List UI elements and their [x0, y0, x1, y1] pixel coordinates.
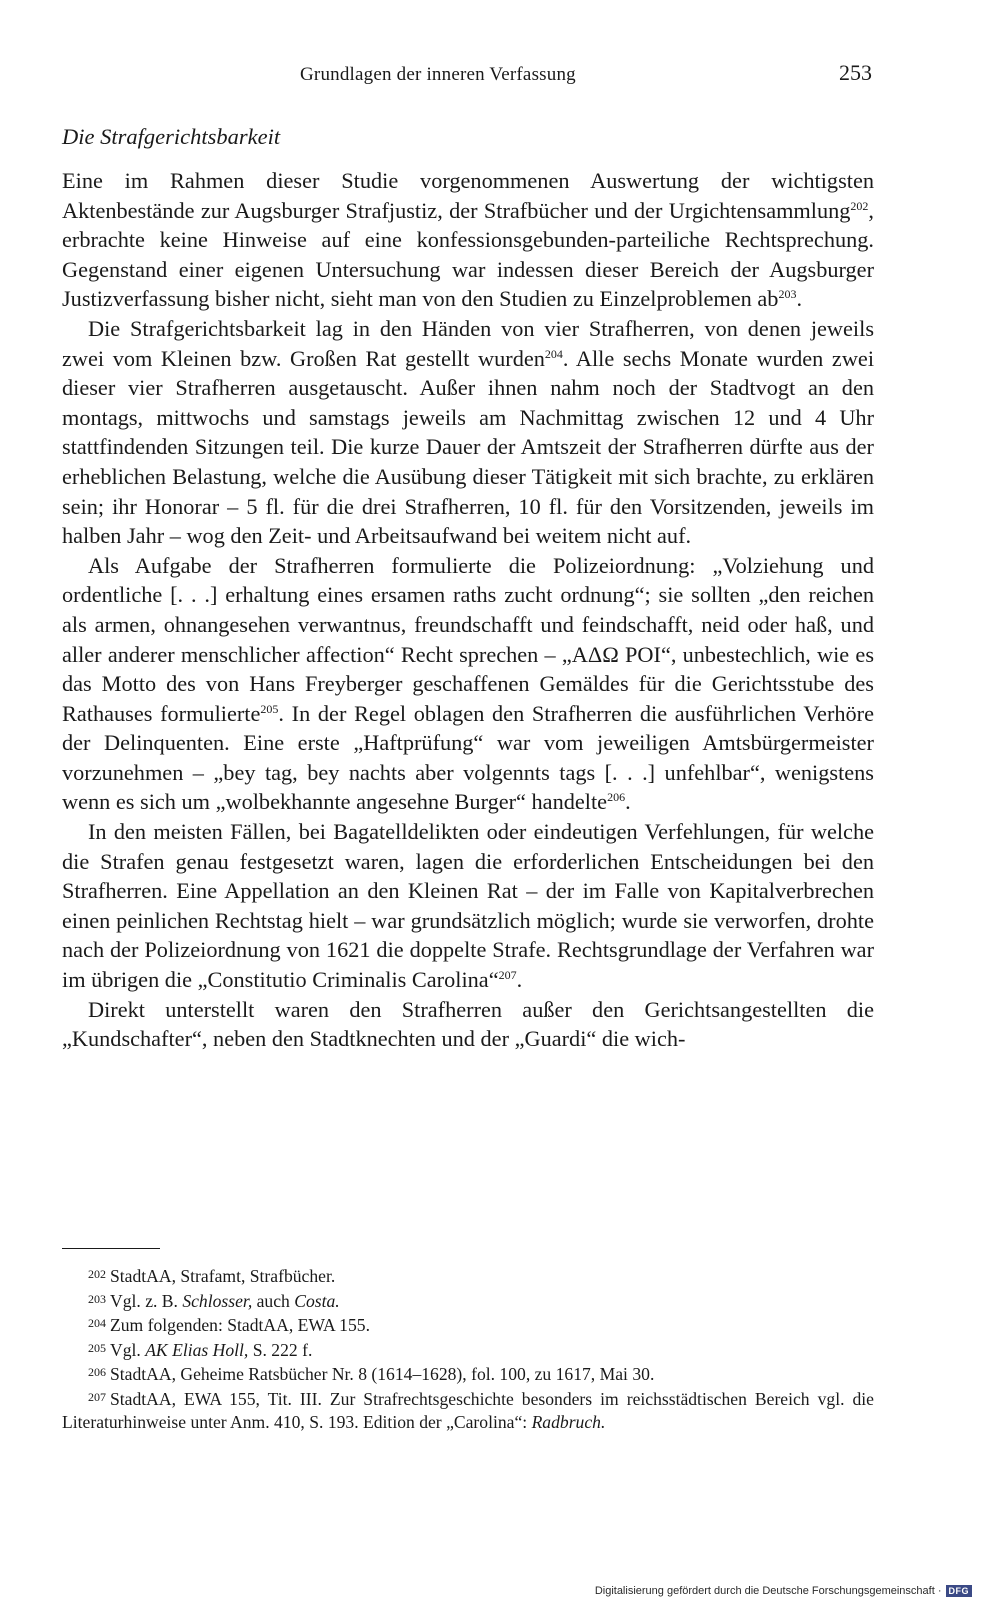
footnote-reference: 205 [260, 701, 279, 716]
dfg-logo: DFG [946, 1585, 973, 1597]
footnote-citation-italic: AK Elias Holl, [145, 1339, 249, 1360]
body-text [62, 166, 874, 1054]
paragraph-text: Direkt unterstellt waren den Strafherren außer den Gerichtsangestellten die „Kundschafter“, neben den Stadtknechten und der „Guardi“ die wich- [62, 996, 874, 1052]
footnote [62, 1386, 874, 1433]
paragraph-text: Die Strafgerichtsbarkeit lag in den Händen von vier Strafherren, von denen jeweils zwei vom Kleinen bzw. Großen Rat gestellt wurden [62, 315, 874, 371]
footnote-text: auch [252, 1290, 295, 1311]
footnote-reference: 203 [778, 287, 797, 302]
footnote-text: Vgl. [110, 1339, 146, 1360]
footnote-rule [62, 1248, 160, 1249]
paragraph-text: Eine im Rahmen dieser Studie vorgenommenen Auswertung der wichtigsten Aktenbestände zur Augsburger Strafjustiz, der Strafbücher und der Urgichtensammlung [62, 168, 874, 223]
credit-text: Digitalisierung gefördert durch die Deutsche Forschungsgemeinschaft · [594, 1585, 942, 1597]
body-paragraph [62, 166, 874, 314]
footnote-number: 206 [88, 1365, 106, 1380]
footnote-text: Zum folgenden: StadtAA, EWA 155. [110, 1315, 370, 1336]
paragraph-text: , erbrachte keine Hinweise auf eine konfessionsgebunden-parteiliche Rechtsprechung. Gegenstand einer eigenen Untersuchung war indessen dieser Bereich der Augsburger Justizverfassung bisher nicht, sieht man von den Studien zu Einzelproblemen ab [62, 197, 874, 312]
footnote-citation-italic: Schlosser, [182, 1290, 253, 1311]
footnote-reference: 202 [850, 198, 869, 213]
footnote-citation-italic: Costa. [294, 1290, 340, 1311]
body-paragraph [62, 314, 874, 551]
footnote-text: S. 222 f. [248, 1339, 313, 1360]
digitization-credit [595, 1585, 972, 1597]
footnote-text: StadtAA, EWA 155, Tit. III. Zur Strafrechtsgeschichte besonders im reichsstädtischen Bereich vgl. die Literaturhinweise unter Anm. 410, S. 193. Edition der „Carolina“: [62, 1388, 874, 1432]
footnote-text: StadtAA, Geheime Ratsbücher Nr. 8 (1614–1628), fol. 100, zu 1617, Mai 30. [110, 1364, 655, 1385]
paragraph-text: . In der Regel oblagen den Strafherren die ausführlichen Verhöre der Delinquenten. Eine erste „Haftprüfung“ war vom jeweiligen Amtsbürgermeister vorzunehmen – „bey tag, bey nachts aber volgennts tags [. . .] unfehlbar“, wenigstens wenn es sich um „wolbekhannte angesehne Burger“ handelte [62, 700, 874, 815]
paragraph-text: . [796, 286, 803, 312]
body-paragraph [62, 817, 874, 995]
page-number: 253 [839, 60, 872, 85]
footnotes [62, 1263, 874, 1433]
paragraph-text: . [516, 967, 523, 993]
paragraph-text: In den meisten Fällen, bei Bagatelldelikten oder eindeutigen Verfehlungen, für welche die Strafen genau festgesetzt waren, lagen die erforderlichen Entscheidungen bei den Strafherren. Eine Appellation an den Kleinen Rat – der im Falle von Kapitalverbrechen einen peinlichen Rechtstag hielt – war grundsätzlich möglich; wurde sie verworfen, drohte nach der Polizeiordnung von 1621 die doppelte Strafe. Rechtsgrundlage der Verfahren war im übrigen die „Constitutio Criminalis Carolina“ [62, 819, 874, 993]
running-title: Grundlagen der inneren Verfassung [300, 64, 576, 85]
footnote-citation-italic: Radbruch. [531, 1411, 606, 1432]
footnote-reference: 207 [498, 968, 517, 983]
paragraph-text: Als Aufgabe der Strafherren formulierte die Polizeiordnung: „Volziehung und ordentliche [. . .] erhaltung eines ersamen raths zucht ordnung“; sie sollten „den reichen als armen, ohnangesehen verwantnus, freundschafft und feindschafft, neid oder haß, und aller anderer menschlicher affection“ Recht sprechen – „AΔΩ POI“, unbestechlich, wie es das Motto des von Hans Freyberger geschaffenen Gemäldes für die Gerichtsstube des Rathauses formulierte [62, 552, 874, 726]
footnote [62, 1312, 874, 1337]
footnote-reference: 206 [607, 790, 626, 805]
footnote-text: Vgl. z. B. [110, 1290, 183, 1311]
paragraph-text: . Alle sechs Monate wurden zwei dieser vier Strafherren ausgetauscht. Außer ihnen nahm noch der Stadtvogt an den montags, mittwochs und samstags jeweils am Nachmittag zwischen 12 und 4 Uhr stattfindenden Sitzungen teil. Die kurze Dauer der Amtszeit der Strafherren dürfte aus der erheblichen Belastung, welche die Ausübung dieser Tätigkeit mit sich brachte, zu erklären sein; ihr Honorar – 5 fl. für die drei Strafherren, 10 fl. für den Vorsitzenden, jeweils im halben Jahr – wog den Zeit- und Arbeitsaufwand bei weitem nicht auf. [62, 345, 875, 549]
footnote [62, 1337, 874, 1362]
footnote-number: 207 [88, 1389, 106, 1404]
footnote-text: StadtAA, Strafamt, Strafbücher. [110, 1266, 336, 1286]
footnote-number: 204 [88, 1316, 106, 1331]
footnote-number: 202 [88, 1267, 106, 1281]
body-paragraph [62, 551, 874, 817]
footnote-reference: 204 [544, 346, 563, 361]
body-paragraph [62, 995, 874, 1054]
footnote [62, 1263, 874, 1288]
section-heading: Die Strafgerichtsbarkeit [62, 124, 281, 149]
footnote [62, 1288, 874, 1313]
footnote-number: 203 [88, 1291, 106, 1306]
footnote [62, 1361, 874, 1386]
paragraph-text: . [625, 789, 631, 815]
footnote-number: 205 [88, 1340, 106, 1355]
